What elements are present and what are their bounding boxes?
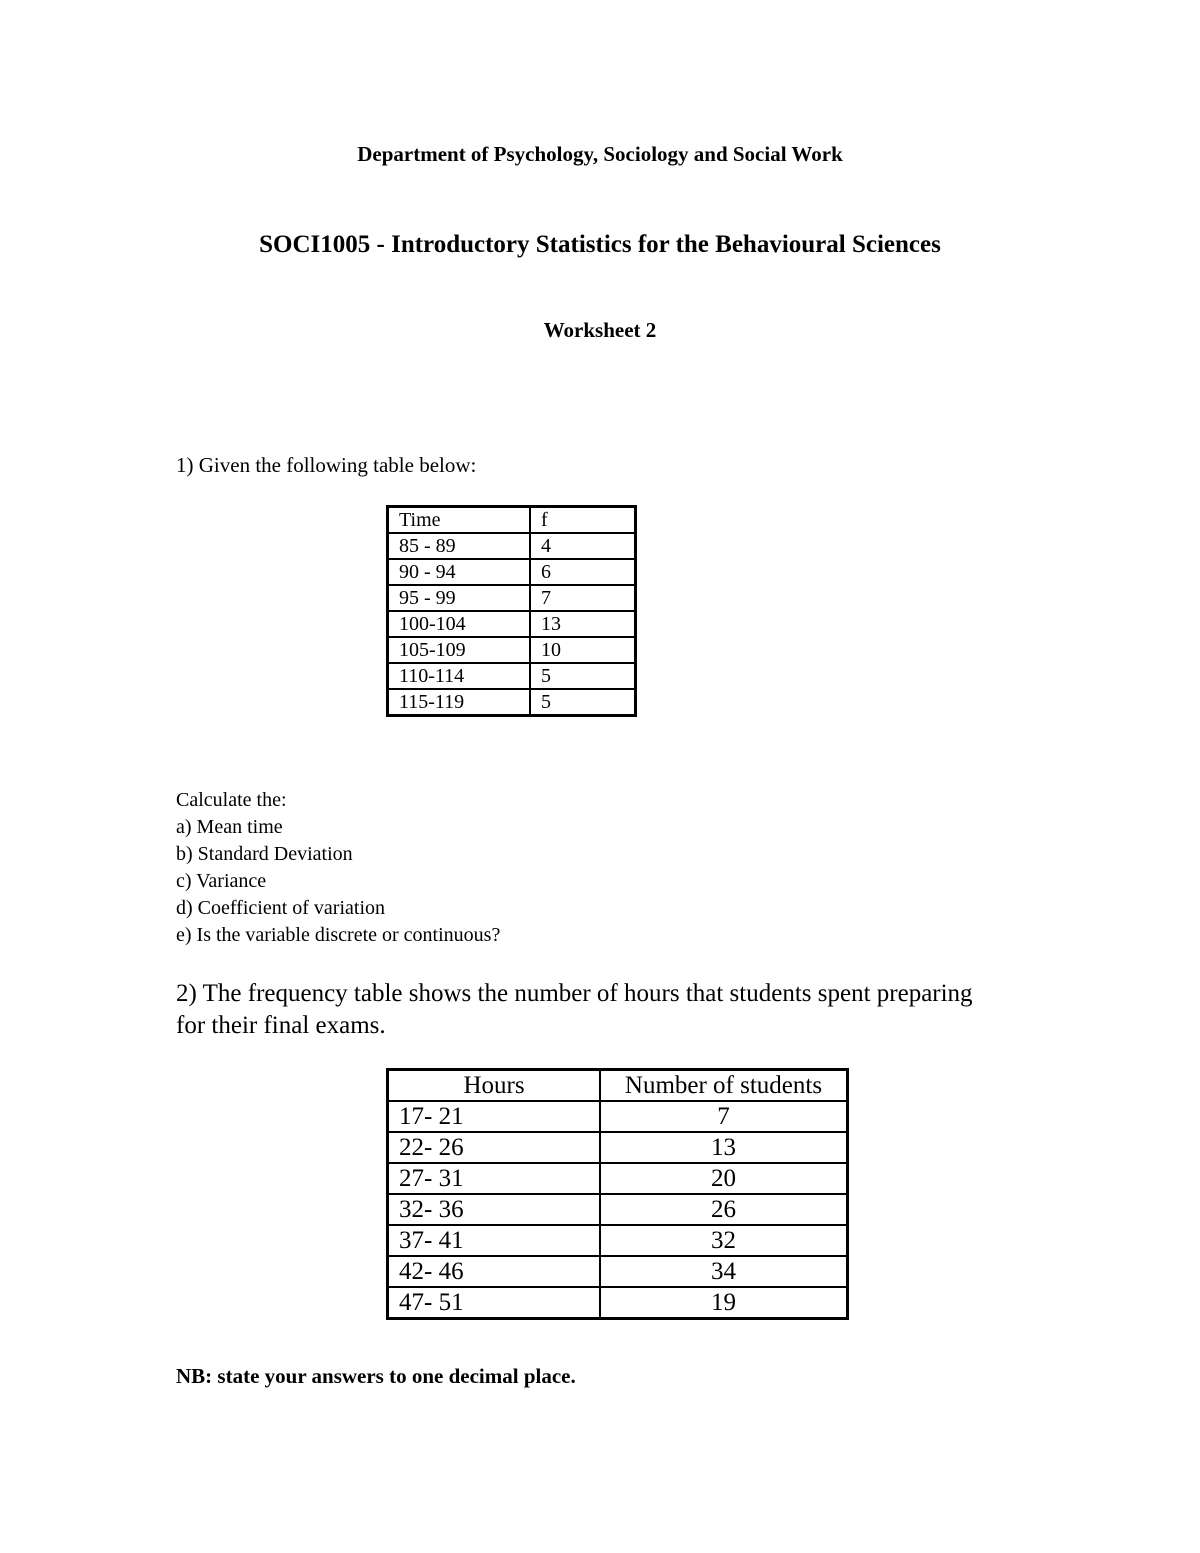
table-cell: 13 [600,1132,848,1163]
table-cell: 6 [530,559,636,585]
table-header-row [388,1070,848,1102]
table-row [388,1256,848,1287]
table-cell: 32 [600,1225,848,1256]
question-2-text: 2) The frequency table shows the number of hours that students spent preparing for their final exams. [176,980,973,1039]
table-cell: 100-104 [388,611,531,637]
course-title: SOCI1005 - Introductory Statistics for the Behavioural Sciences [259,231,941,258]
table-cell: 19 [600,1287,848,1319]
table-row [388,1132,848,1163]
table-row [388,1194,848,1225]
table-header-row [388,507,636,534]
table-row [388,1287,848,1319]
table-cell: 7 [600,1101,848,1132]
table-cell: 115-119 [388,689,531,716]
table-row [388,1101,848,1132]
department-heading: Department of Psychology, Sociology and Social Work [357,142,843,166]
table-row [388,663,636,689]
table-cell: 17- 21 [388,1101,601,1132]
table-header-cell: Number of students [600,1070,848,1102]
table-cell: 105-109 [388,637,531,663]
table-cell: 37- 41 [388,1225,601,1256]
table-cell: 5 [530,663,636,689]
answer-precision-note: NB: state your answers to one decimal place. [176,1364,576,1388]
table-cell: 47- 51 [388,1287,601,1319]
table-cell: 20 [600,1163,848,1194]
table-header-cell: Time [388,507,531,534]
table-cell: 95 - 99 [388,585,531,611]
table-cell: 42- 46 [388,1256,601,1287]
table-cell: 90 - 94 [388,559,531,585]
table-cell: 13 [530,611,636,637]
table-cell: 34 [600,1256,848,1287]
calculate-item-sd: b) Standard Deviation [176,843,353,865]
calculate-item-variance: c) Variance [176,870,267,892]
table-cell: 7 [530,585,636,611]
calculate-item-variable-type: e) Is the variable discrete or continuous? [176,924,501,946]
table-row [388,689,636,716]
question-1-intro: 1) Given the following table below: [176,453,477,477]
table-row [388,611,636,637]
table-row [388,559,636,585]
table-cell: 22- 26 [388,1132,601,1163]
table-row [388,533,636,559]
hours-frequency-table [386,1068,849,1320]
table-cell: 26 [600,1194,848,1225]
table-cell: 5 [530,689,636,716]
table-cell: 10 [530,637,636,663]
worksheet-title: Worksheet 2 [543,318,657,342]
table-row [388,1163,848,1194]
table-cell: 27- 31 [388,1163,601,1194]
calculate-list [176,787,500,949]
table-header-cell: f [530,507,636,534]
calculate-title: Calculate the: [176,789,287,811]
table-row [388,1225,848,1256]
table-row [388,637,636,663]
table-cell: 4 [530,533,636,559]
time-frequency-table [386,505,637,717]
calculate-item-cv: d) Coefficient of variation [176,897,386,919]
table-header-cell: Hours [388,1070,601,1102]
table-cell: 110-114 [388,663,531,689]
table-cell: 32- 36 [388,1194,601,1225]
table-cell: 85 - 89 [388,533,531,559]
calculate-item-mean: a) Mean time [176,816,283,838]
table-row [388,585,636,611]
